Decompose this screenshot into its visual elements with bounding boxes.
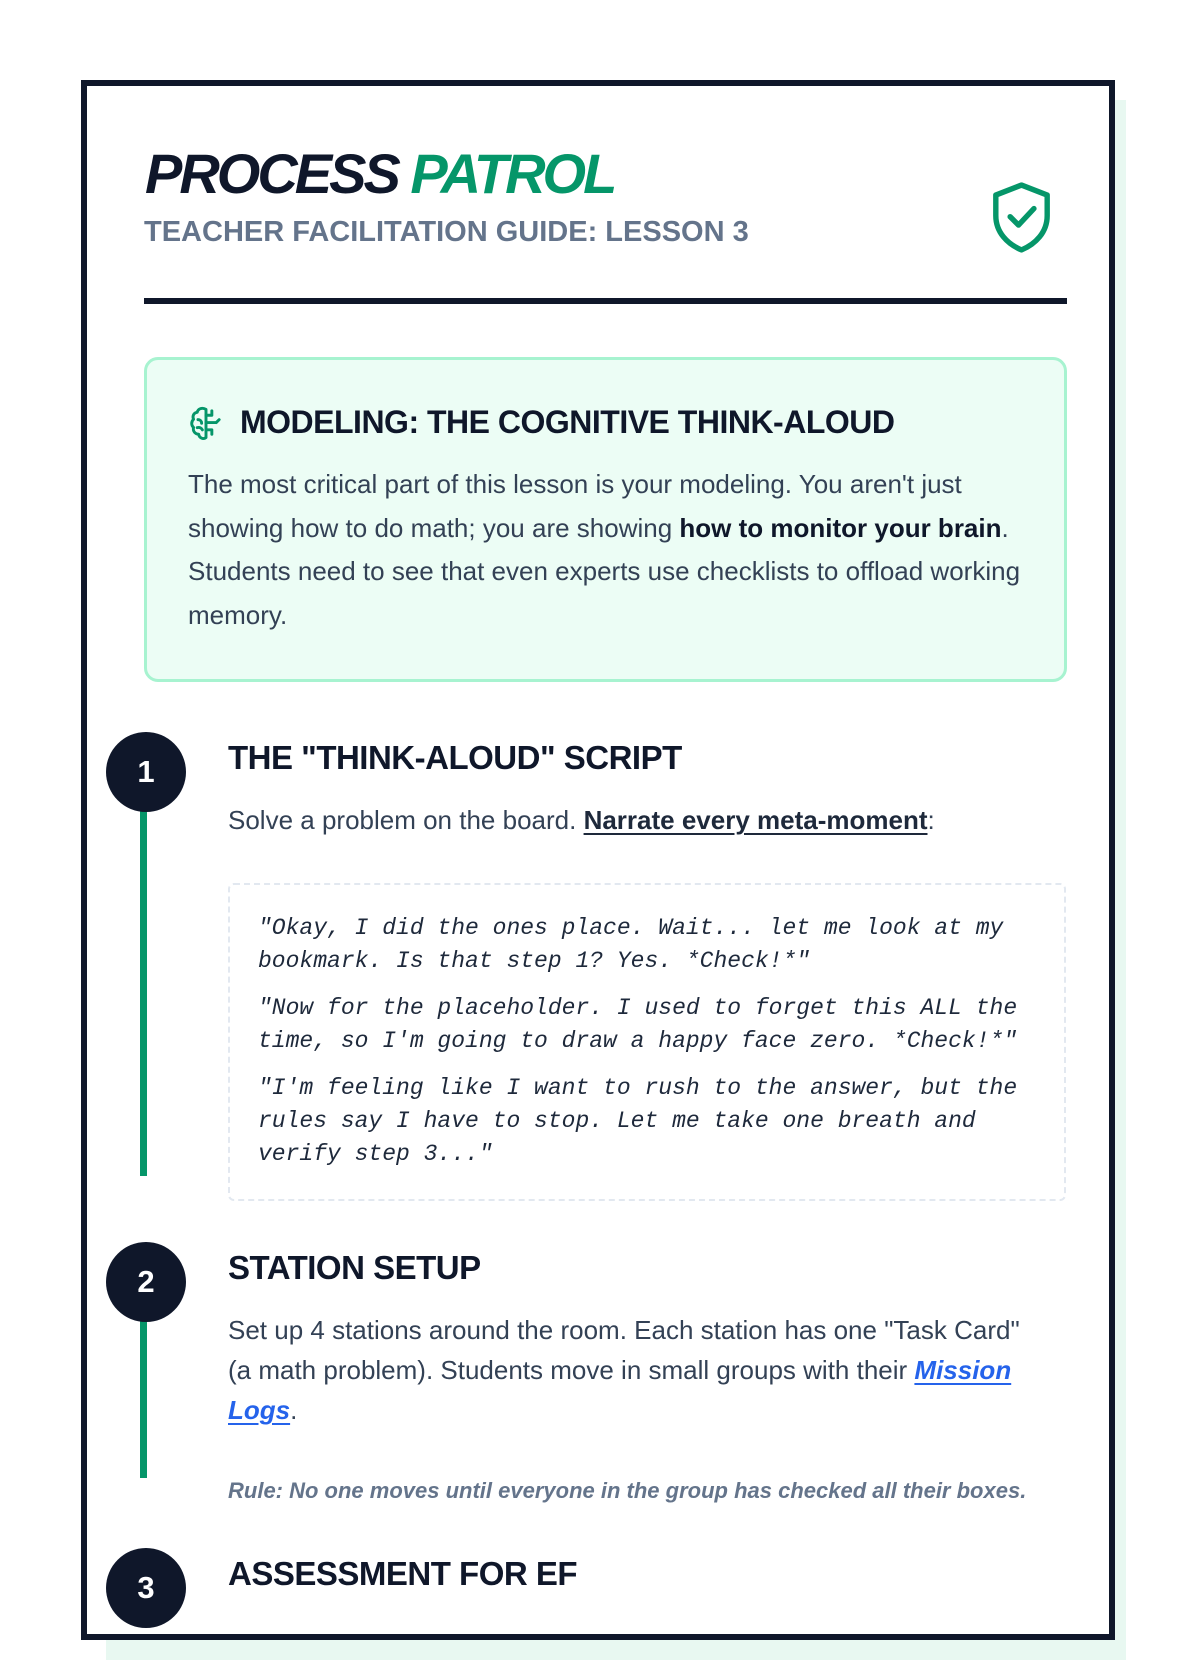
step-2-title: STATION SETUP [228,1249,481,1286]
callout-body-text-end: . Students need to see that even experts use checklists to offload working memory. [188,512,1021,630]
callout-body [188,463,1038,637]
brain-icon [188,405,224,443]
timeline-line-step-1 [140,776,147,1176]
step-1-text-emphasis: Narrate every meta-moment [583,805,928,835]
title-part-patrol: PATROL [410,142,615,205]
page-title [145,142,614,206]
step-1-title: THE "THINK-ALOUD" SCRIPT [228,739,682,776]
callout-body-emphasis: how to monitor your brain [679,512,1002,543]
step-number-badge: 2 [106,1242,186,1322]
callout-body-text: The most critical part of this lesson is your modeling. You aren't just showing how to do math; you are showing [188,469,962,543]
script-quote: "Now for the placeholder. I used to forget this ALL the time, so I'm going to draw a happy face zero. *Check!*" [258,995,1018,1054]
callout-title: MODELING: THE COGNITIVE THINK-ALOUD [240,404,895,440]
station-rule-note: Rule: No one moves until everyone in the group has checked all their boxes. [228,1478,1027,1503]
title-part-process: PROCESS [145,142,398,205]
think-aloud-script-box [228,883,1066,1201]
shield-check-icon [989,181,1054,254]
step-2-text-lead: Set up 4 stations around the room. Each station has one "Task Card" (a math problem). Students move in small groups with their [228,1315,1020,1385]
step-number-badge: 3 [106,1548,186,1628]
header-divider [144,298,1067,304]
step-2-text-end: . [290,1395,298,1425]
guide-card [81,80,1115,1640]
step-1-text [228,802,935,838]
step-number-badge: 1 [106,732,186,812]
step-2-text [228,1310,1033,1430]
modeling-callout [144,357,1067,682]
page-subtitle: TEACHER FACILITATION GUIDE: LESSON 3 [144,216,749,248]
step-1-text-lead: Solve a problem on the board. [228,805,584,835]
script-quote: "Okay, I did the ones place. Wait... let me look at my bookmark. Is that step 1? Yes. *Check!*" [258,915,1004,974]
step-3-title: ASSESSMENT FOR EF [228,1555,578,1592]
script-quote: "I'm feeling like I want to rush to the answer, but the rules say I have to stop. Let me take one breath and verify step 3..." [258,1075,1018,1167]
step-1-text-end: : [927,805,935,835]
mission-logs-link[interactable]: Mission Logs [228,1355,1012,1425]
